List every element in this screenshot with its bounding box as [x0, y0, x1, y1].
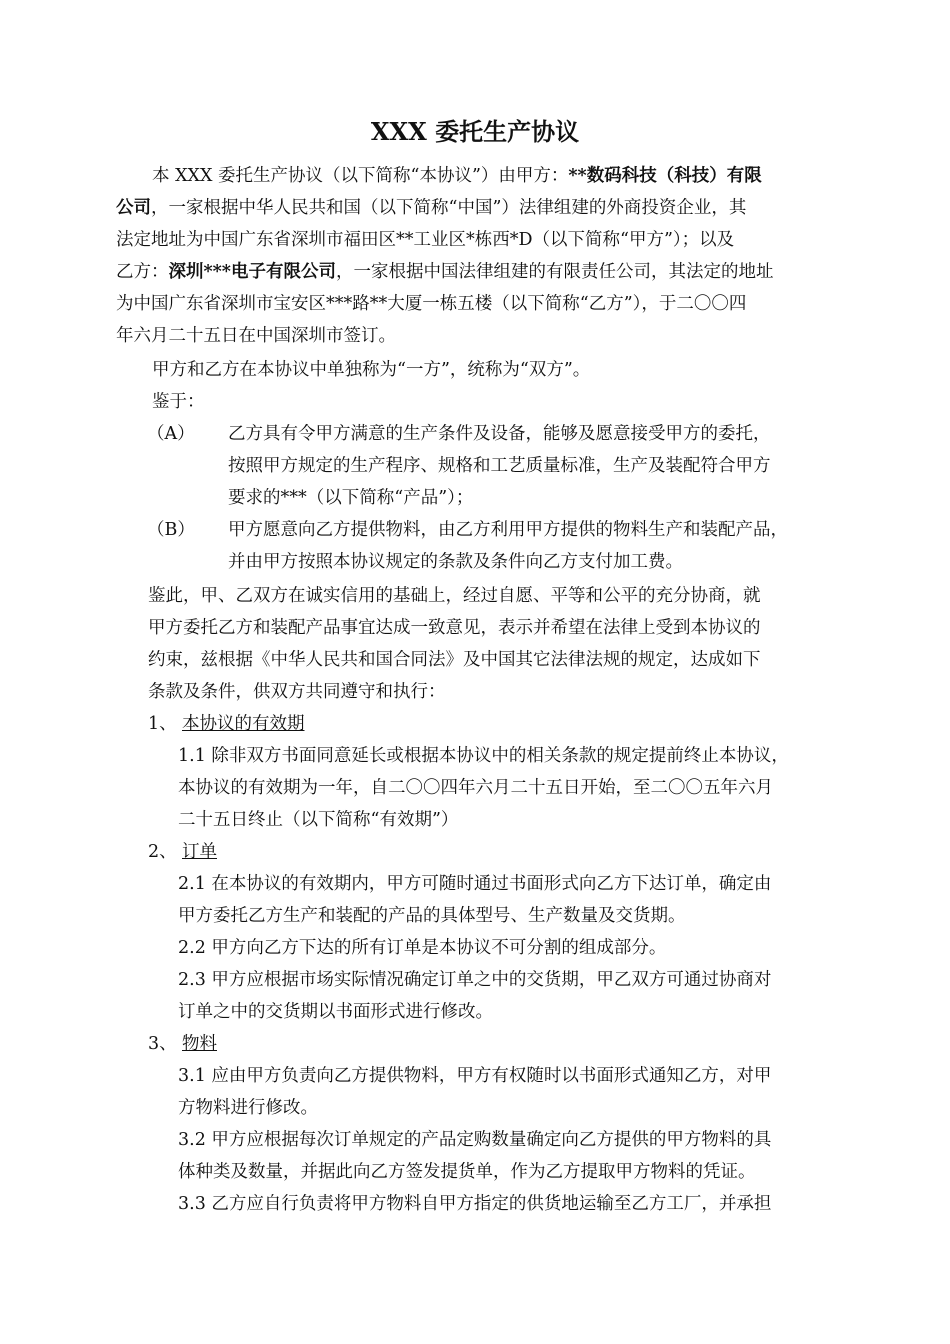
- section-1-heading: 本协议的有效期: [182, 714, 305, 734]
- section-2-heading: 订单: [182, 842, 217, 862]
- intro-line-3: 法定地址为中国广东省深圳市福田区**工业区*栋西*D（以下简称“甲方”）；以及: [116, 230, 735, 250]
- section-2-number: 2、: [148, 842, 177, 862]
- section-3-heading: 物料: [182, 1034, 217, 1054]
- whereby-line-3: 约束，兹根据《中华人民共和国合同法》及中国其它法律法规的规定，达成如下: [148, 650, 761, 670]
- clause-2-1-line-2: 甲方委托乙方生产和装配的产品的具体型号、生产数量及交货期。: [178, 906, 686, 926]
- intro-text: 乙方：: [116, 262, 169, 282]
- party-a-name: **数码科技（科技）有限: [568, 166, 762, 186]
- intro-text: ，一家根据中国法律组建的有限责任公司，其法定的地址: [335, 262, 774, 282]
- section-3-number: 3、: [148, 1034, 177, 1054]
- clause-2-3-line-1: 2.3 甲方应根据市场实际情况确定订单之中的交货期，甲乙双方可通过协商对: [178, 970, 772, 990]
- intro-line-2: [116, 192, 746, 224]
- intro-text: 本 XXX 委托生产协议（以下简称“本协议”）由甲方：: [152, 166, 569, 186]
- intro-line-5: 为中国广东省深圳市宝安区***路**大厦一栋五楼（以下简称“乙方”），于二〇〇四: [116, 294, 747, 314]
- whereby-line-2: 甲方委托乙方和装配产品事宜达成一致意见，表示并希望在法律上受到本协议的: [148, 618, 761, 638]
- recital-b-line-2: 并由甲方按照本协议规定的条款及条件向乙方支付加工费。: [228, 552, 683, 572]
- intro-text: ，一家根据中华人民共和国（以下简称“中国”）法律组建的外商投资企业，其: [151, 198, 747, 218]
- clause-1-1-line-1: 1.1 除非双方书面同意延长或根据本协议中的相关条款的规定提前终止本协议，: [178, 746, 789, 766]
- recital-a-line-1: 乙方具有令甲方满意的生产条件及设备，能够及愿意接受甲方的委托，: [228, 424, 771, 444]
- parties-definition: 甲方和乙方在本协议中单独称为“一方”，统称为“双方”。: [152, 360, 591, 380]
- clause-2-2: 2.2 甲方向乙方下达的所有订单是本协议不可分割的组成部分。: [178, 938, 667, 958]
- whereas-label: 鉴于：: [152, 392, 205, 412]
- party-b-name: 深圳***电子有限公司: [168, 262, 336, 282]
- whereby-line-1: 鉴此，甲、乙双方在诚实信用的基础上，经过自愿、平等和公平的充分协商，就: [148, 586, 761, 606]
- clause-3-1-line-1: 3.1 应由甲方负责向乙方提供物料，甲方有权随时以书面形式通知乙方，对甲: [178, 1066, 772, 1086]
- clause-3-3-line-1: 3.3 乙方应自行负责将甲方物料自甲方指定的供货地运输至乙方工厂，并承担: [178, 1194, 772, 1214]
- party-a-name-end: 公司: [116, 198, 151, 218]
- clause-3-1-line-2: 方物料进行修改。: [178, 1098, 318, 1118]
- intro-line-6: 年六月二十五日在中国深圳市签订。: [116, 326, 396, 346]
- recital-b-label: （B）: [147, 520, 195, 540]
- recital-b-line-1: 甲方愿意向乙方提供物料，由乙方利用甲方提供的物料生产和装配产品，: [228, 520, 788, 540]
- document-title: XXX 委托生产协议: [370, 117, 580, 146]
- clause-3-2-line-1: 3.2 甲方应根据每次订单规定的产品定购数量确定向乙方提供的甲方物料的具: [178, 1130, 772, 1150]
- clause-2-3-line-2: 订单之中的交货期以书面形式进行修改。: [178, 1002, 493, 1022]
- clause-1-1-line-2: 本协议的有效期为一年，自二〇〇四年六月二十五日开始，至二〇〇五年六月: [178, 778, 773, 798]
- intro-line-4: [116, 256, 773, 288]
- recital-a-line-2: 按照甲方规定的生产程序、规格和工艺质量标准，生产及装配符合甲方: [228, 456, 771, 476]
- section-1-number: 1、: [148, 714, 177, 734]
- intro-line-1: [152, 160, 762, 192]
- recital-a-line-3: 要求的***（以下简称“产品”）；: [228, 488, 474, 508]
- clause-2-1-line-1: 2.1 在本协议的有效期内，甲方可随时通过书面形式向乙方下达订单，确定由: [178, 874, 772, 894]
- whereby-line-4: 条款及条件，供双方共同遵守和执行：: [148, 682, 446, 702]
- clause-3-2-line-2: 体种类及数量，并据此向乙方签发提货单，作为乙方提取甲方物料的凭证。: [178, 1162, 756, 1182]
- recital-a-label: （A）: [147, 424, 195, 444]
- clause-1-1-line-3: 二十五日终止（以下简称“有效期”）: [178, 810, 459, 830]
